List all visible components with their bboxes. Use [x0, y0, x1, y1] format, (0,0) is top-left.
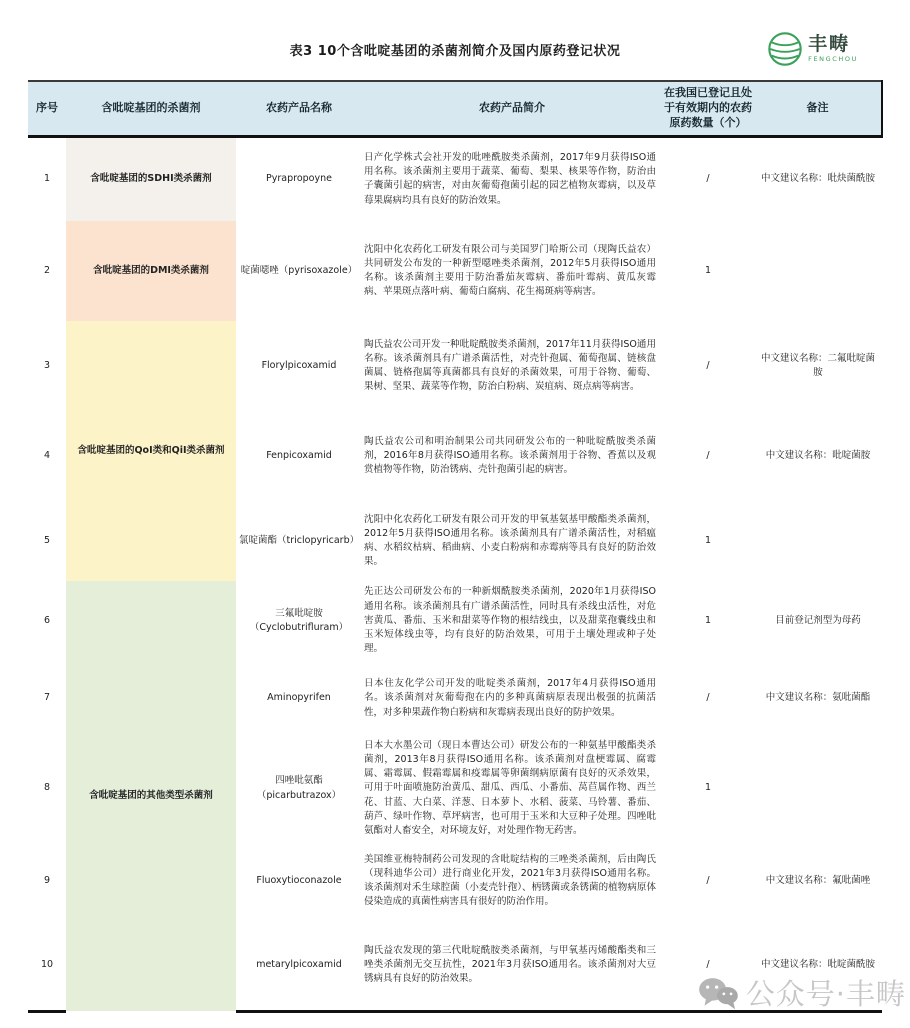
- product-cell: 啶菌噁唑（pyrisoxazole）: [240, 264, 358, 276]
- header-description: 农药产品简介: [362, 81, 662, 136]
- no-cell: 7: [43, 692, 51, 704]
- description-cell: 陶氏益农发现的第三代吡啶酰胺类杀菌剂，与甲氧基丙烯酸酯类和三唑类杀菌剂无交互抗性，2021年3月获ISO通用名。该杀菌剂对大豆锈病具有良好的防治效果。: [362, 921, 662, 1011]
- remark-cell: 目前登记剂型为母药: [775, 614, 861, 626]
- no-cell: 8: [43, 782, 51, 794]
- table-title: 表3 10个含吡啶基团的杀菌剂简介及国内原药登记状况: [289, 44, 621, 59]
- no-cell: 1: [43, 173, 51, 185]
- description-cell: 陶氏益农公司开发一种吡啶酰胺类杀菌剂，2017年11月获得ISO通用名称。该杀菌剂具有广谱杀菌活性，对壳针孢属、葡萄孢属、链核盘菌属、链格孢属等真菌都具有良好的杀菌效果，可用于谷物、葡萄、果树、坚果、蔬菜等作物，防治白粉病、炭疽病、斑点病等病害。: [364, 338, 656, 393]
- remark-cell: 中文建议名称：吡啶菌酰胺: [754, 921, 882, 1011]
- description-cell: 日本住友化学公司开发的吡啶类杀菌剂，2017年4月获得ISO通用名。该杀菌剂对灰葡萄孢在内的多种真菌病原表现出极强的抗菌活性，对多种果蔬作物白粉病和灰霉病表现出良好的防护效果。: [364, 678, 656, 718]
- count-cell: 1: [704, 614, 712, 626]
- remark-cell: [754, 736, 882, 841]
- fengchou-logo: [766, 30, 858, 68]
- header-count: 在我国已登记且处于有效期内的农药原药数量（个）: [662, 81, 754, 136]
- count-cell: /: [662, 921, 754, 1011]
- header-row: [28, 81, 882, 136]
- count-cell: 1: [704, 782, 712, 794]
- remark-cell: 中文建议名称：氟吡菌唑: [765, 874, 871, 886]
- remark-cell: 中文建议名称：吡啶菌胺: [765, 449, 871, 461]
- count-cell: 1: [704, 264, 712, 276]
- table-row: [28, 321, 882, 411]
- count-cell: /: [706, 692, 710, 704]
- count-cell: /: [706, 449, 710, 461]
- no-cell: 4: [43, 449, 51, 461]
- table-row: [28, 581, 882, 661]
- product-cell: Fluoxytioconazole: [256, 874, 342, 886]
- fengchou-logo-icon: [766, 30, 804, 68]
- count-cell: /: [706, 359, 710, 371]
- no-cell: 3: [43, 359, 51, 371]
- description-cell: 沈阳中化农药化工研发有限公司开发的甲氧基氨基甲酸酯类杀菌剂，2012年5月获得ISO通用名称。该杀菌剂具有广谱杀菌活性，对稻瘟病、水稻纹枯病、稻曲病、小麦白粉病和赤霉病等具有良好的防治效果。: [364, 513, 656, 568]
- header-product: 农药产品名称: [236, 81, 362, 136]
- category-cell-other: 含吡啶基团的其他类型杀菌剂: [66, 581, 236, 1011]
- product-cell: Florylpicoxamid: [261, 359, 337, 371]
- category-cell-dmi: 含吡啶基团的DMI类杀菌剂: [66, 221, 236, 321]
- description-cell: 陶氏益农公司和明治制果公司共同研发公布的一种吡啶酰胺类杀菌剂，2016年8月获得ISO通用名称。该杀菌剂用于谷物、香蕉以及观赏植物等作物，防治锈病、壳针孢菌引起的病害。: [364, 435, 656, 476]
- remark-cell: 中文建议名称：氨吡菌酯: [765, 692, 871, 704]
- fungicide-table: [28, 80, 883, 1013]
- no-cell: 9: [43, 874, 51, 886]
- category-cell-sdhi: 含吡啶基团的SDHI类杀菌剂: [66, 136, 236, 221]
- wechat-icon: [697, 975, 739, 1011]
- logo-name-en: FENGCHOU: [808, 55, 858, 64]
- logo-name-cn: 丰畴: [808, 33, 851, 56]
- count-cell: /: [706, 874, 710, 886]
- watermark: [697, 972, 906, 1013]
- remark-cell: [754, 221, 882, 321]
- remark-cell: [754, 501, 882, 581]
- watermark-text: 公众号·丰畴: [745, 977, 906, 1011]
- header-category: 含吡啶基团的杀菌剂: [66, 81, 236, 136]
- remark-cell: 中文建议名称：吡炔菌酰胺: [760, 173, 875, 185]
- product-cell: Fenpicoxamid: [266, 449, 332, 461]
- description-cell: 先正达公司研发公布的一种新烟酰胺类杀菌剂，2020年1月获得ISO通用名称。该杀菌剂具有广谱杀菌活性，同时具有杀线虫活性，对危害黄瓜、番茄、玉米和甜菜等作物的根结线虫，以及甜菜孢囊线虫和玉米短体线虫等，均有良好的防治效果，可用于土壤处理或种子处理。: [364, 586, 656, 655]
- product-cell: Aminopyrifen: [267, 692, 331, 704]
- no-cell: 6: [43, 614, 51, 626]
- product-cell: Pyrapropoyne: [266, 173, 332, 185]
- description-cell: 日产化学株式会社开发的吡唑酰胺类杀菌剂，2017年9月获得ISO通用名称。该杀菌剂主要用于蔬菜、葡萄、梨果、核果等作物，防治由子囊菌引起的病害，对由灰葡萄孢菌引起的园艺植物灰霉病，以及草莓果腐病均具有良好的防治效果。: [364, 151, 656, 206]
- header-remark: 备注: [754, 81, 882, 136]
- product-cell: 三氟吡啶胺（Cyclobutrifluram）: [249, 607, 349, 634]
- product-cell: 四唑吡氨酯（picarbutrazox）: [256, 775, 342, 801]
- remark-cell: 中文建议名称：二氟吡啶菌胺: [760, 352, 875, 379]
- description-cell: 沈阳中化农药化工研发有限公司与美国罗门哈斯公司（现陶氏益农）共同研发公布发的一种新型噁唑类杀菌剂，2012年5月获得ISO通用名称。该杀菌剂主要用于防治番茄灰霉病、番茄叶霉病、黄瓜灰霉病、苹果斑点落叶病、葡萄白腐病、花生褐斑病等病害。: [364, 243, 656, 298]
- header-no: 序号: [28, 81, 66, 136]
- product-cell: 氯啶菌酯（triclopyricarb）: [239, 534, 360, 546]
- product-cell: metarylpicoxamid: [236, 921, 362, 1011]
- table-row: [28, 136, 882, 221]
- no-cell: 10: [28, 921, 66, 1011]
- category-cell-qoi-qii: 含吡啶基团的QoI类和QiI类杀菌剂: [66, 321, 236, 581]
- description-cell: 日本大水墨公司（现日本曹达公司）研发公布的一种氨基甲酸酯类杀菌剂，2013年8月获得ISO通用名称。该杀菌剂对盘梗霉属、腐霉属、霜霉属、假霜霉属和疫霉属等卵菌纲病原菌有良好的灭杀效果，可用于叶面喷施防治黄瓜、甜瓜、西瓜、小番茄、莴苣属作物、西兰花、甘蓝、大白菜、洋葱、日本萝卜、水稻、菠菜、马铃薯、番茄、葫芦、绿叶作物、草坪病害，也可用于玉米和大豆种子处理。四唑吡氨酯对人畜安全，对环境友好，对处理作物无药害。: [364, 739, 656, 837]
- no-cell: 2: [43, 264, 51, 276]
- count-cell: 1: [704, 534, 712, 546]
- no-cell: 5: [43, 534, 51, 546]
- description-cell: 美国维亚梅特制药公司发现的含吡啶结构的三唑类杀菌剂，后由陶氏（现科迪华公司）进行商业化开发，2021年3月获得ISO通用名称。该杀菌剂对禾生球腔菌（小麦壳针孢）、柄锈菌或条锈菌的植物病原体侵染造成的真菌性病害具有很好的防治作用。: [364, 853, 656, 908]
- table-row: [28, 221, 882, 321]
- count-cell: /: [706, 173, 710, 185]
